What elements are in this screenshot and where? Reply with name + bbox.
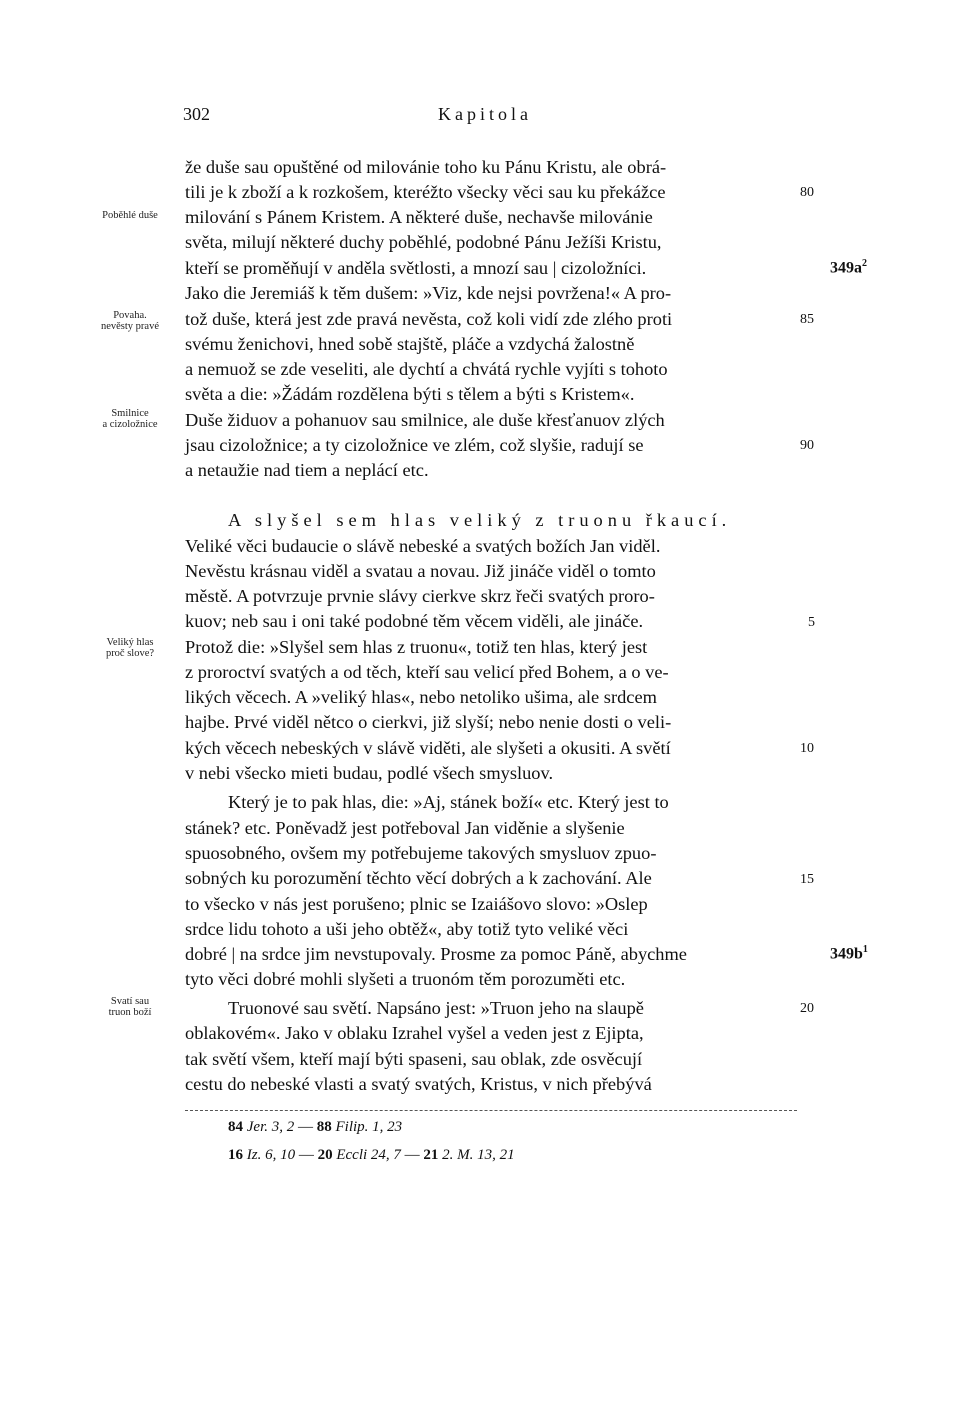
footnote-source: Filip. 1, 23 <box>335 1119 403 1135</box>
text-line: srdce lidu tohoto a uši jeho obtěž«, aby totiž tyto veliké věci <box>185 919 629 939</box>
text-line: tili je k zboží a k rozkošem, kteréžto všecky věci sau ku překážce <box>185 182 666 202</box>
text-line: světa, milují některé duchy poběhlé, podobné Pánu Ježíši Kristu, <box>185 232 662 252</box>
margin-note <box>78 996 182 1018</box>
text-line: Nevěstu krásnau viděl a svatau a novau. Již jináče viděl o tomto <box>185 561 656 581</box>
margin-note <box>78 408 182 430</box>
footnote-line <box>228 1147 515 1164</box>
section-heading: A slyšel sem hlas veliký z truonu řkaucí. <box>228 510 732 530</box>
text-line: kých věcech nebeských v slávě viděti, ale slyšeti a okusiti. A světí <box>185 738 671 758</box>
text-line: to všecko v nás jest porušeno; plnic se Izaiášovo slovo: »Oslep <box>185 894 648 914</box>
margin-note-line: nevěsty pravé <box>100 321 160 332</box>
text-line: milování s Pánem Kristem. A některé duše, nechavše milovánie <box>185 207 653 227</box>
footnote-line <box>228 1119 402 1136</box>
text-line: Duše židuov a pohanuov sau smilnice, ale duše křesťanuov zlých <box>185 410 665 430</box>
text-line: likých věcech. A »veliký hlas«, nebo netoliko ušima, ale srdcem <box>185 687 657 707</box>
line-number: 85 <box>800 312 814 327</box>
page-number: 302 <box>183 104 210 124</box>
text-line: světa a die: »Žádám rozdělena býti s tělem a býti s Kristem«. <box>185 384 635 404</box>
line-number: 20 <box>800 1001 814 1016</box>
footnote-line-number: 16 <box>228 1147 243 1163</box>
text-line: tyto věci dobré mohli slyšeti a truonóm těm porozuměti etc. <box>185 969 626 989</box>
footnote-dash: — <box>298 1147 314 1163</box>
text-line: že duše sau opuštěné od milovánie toho ku Pánu Kristu, ale obrá- <box>185 157 667 177</box>
margin-note: Poběhlé duše <box>102 210 158 221</box>
text-line: sobných ku porozumění těchto věcí dobrých a k zachování. Ale <box>185 868 652 888</box>
margin-note <box>78 310 182 332</box>
text-line: městě. A potvrzuje prvnie slávy cierkve skrz řeči svatých proro- <box>185 586 655 606</box>
text-line: hajbe. Prvé viděl nětco o cierkvi, již slyší; nebo nenie dosti o veli- <box>185 712 672 732</box>
text-line: Který je to pak hlas, die: »Aj, stánek boží« etc. Který jest to <box>228 792 669 812</box>
text-line: stánek? etc. Poněvadž jest potřeboval Jan viděnie a slyšenie <box>185 818 625 838</box>
footnote-line-number: 88 <box>316 1119 332 1135</box>
footnote-source: Iz. 6, 10 <box>246 1147 296 1163</box>
margin-note-line: Povaha. <box>113 310 147 321</box>
text-line: Truonové sau světí. Napsáno jest: »Truon jeho na slaupě <box>228 998 644 1018</box>
margin-note-line: truon boží <box>108 1007 152 1018</box>
text-line: svému ženichovi, hned sobě stajště, pláče a vzdychá žalostně <box>185 334 635 354</box>
text-line: cestu do nebeské vlasti a svatý svatých, Kristus, v nich přebývá <box>185 1074 652 1094</box>
footnote-source: Eccli 24, 7 <box>336 1147 401 1163</box>
footnote-source: Jer. 3, 2 <box>246 1119 295 1135</box>
text-line: Jako die Jeremiáš k těm dušem: »Viz, kde nejsi povržena!« A pro- <box>185 283 672 303</box>
line-number: 90 <box>800 438 814 453</box>
footnote-divider <box>185 1110 797 1111</box>
folio-reference-sup: 1 <box>862 944 868 955</box>
text-line: Veliké věci budaucie o slávě nebeské a svatých božích Jan viděl. <box>185 536 661 556</box>
folio-reference-text: 349a <box>830 259 862 277</box>
footnote-dash: — <box>298 1119 313 1135</box>
folio-reference <box>830 258 867 277</box>
margin-note-line: a cizoložnice <box>102 419 158 430</box>
text-line: oblakovém«. Jako v oblaku Izrahel vyšel a veden jest z Ejipta, <box>185 1023 644 1043</box>
folio-reference <box>830 944 868 963</box>
footnote-line-number: 84 <box>228 1119 243 1135</box>
text-line: kteří se proměňují v anděla světlosti, a mnozí sau | cizoložníci. <box>185 258 647 278</box>
text-line: jsau cizoložnice; a ty cizoložnice ve zlém, což slyšie, radují se <box>185 435 644 455</box>
text-line: a nemuož se zde veseliti, ale dychtí a chvátá rychle vyjíti s tohoto <box>185 359 668 379</box>
line-number: 80 <box>800 185 814 200</box>
text-line: Protož die: »Slyšel sem hlas z truonu«, totiž ten hlas, který jest <box>185 637 648 657</box>
text-line: tož duše, která jest zde pravá nevěsta, což koli vidí zde zlého proti <box>185 309 673 329</box>
footnote-line-number: 20 <box>317 1147 333 1163</box>
line-number: 15 <box>800 872 814 887</box>
margin-note-line: Smilnice <box>111 408 149 419</box>
text-line: a netaužie nad tiem a neplácí etc. <box>185 460 429 480</box>
text-line: spuosobného, ovšem my potřebujeme takových smysluov zpuo- <box>185 843 657 863</box>
margin-note <box>78 637 182 659</box>
margin-note-line: Veliký hlas <box>106 637 154 648</box>
text-line: dobré | na srdce jim nevstupovaly. Prosme za pomoc Páně, abychme <box>185 944 687 964</box>
page-header <box>183 104 823 128</box>
text-line: tak světí všem, kteří mají býti spaseni, sau oblak, zde osvěcují <box>185 1049 643 1069</box>
margin-note-line: proč slove? <box>105 648 155 659</box>
folio-reference-sup: 2 <box>862 258 867 269</box>
running-title: Kapitola <box>438 104 532 124</box>
footnote-source: 2. M. 13, 21 <box>442 1147 515 1163</box>
margin-note-line: Svatí sau <box>110 996 150 1007</box>
line-number: 5 <box>808 615 815 630</box>
footnote-dash: — <box>404 1147 420 1163</box>
text-line: z proroctví svatých a od těch, kteří sau velicí před Bohem, a o ve- <box>185 662 669 682</box>
text-line: kuov; neb sau i oni také podobné těm věcem viděli, ale jináče. <box>185 611 644 631</box>
text-line: v nebi všecko mieti budau, podlé všech smysluov. <box>185 763 554 783</box>
footnote-line-number: 21 <box>423 1147 439 1163</box>
line-number: 10 <box>800 741 814 756</box>
folio-reference-text: 349b <box>830 945 863 963</box>
